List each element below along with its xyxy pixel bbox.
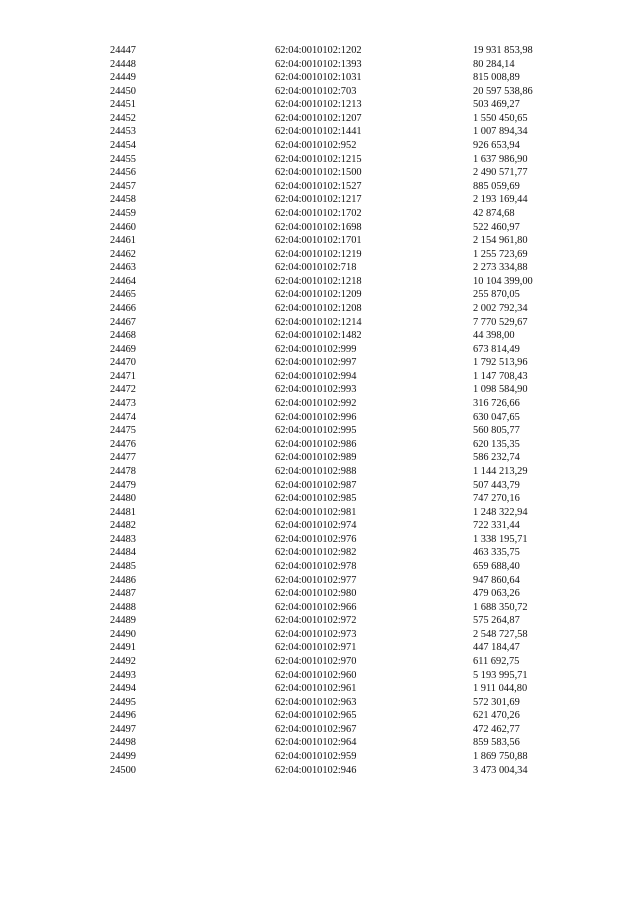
row-number: 24459: [110, 207, 136, 219]
cadastral-value: 7 770 529,67: [473, 316, 528, 328]
cadastral-value: 1 255 723,69: [473, 248, 528, 260]
row-number: 24487: [110, 588, 136, 600]
cadastral-number: 62:04:0010102:965: [275, 710, 357, 722]
row-number: 24452: [110, 112, 136, 124]
row-number: 24463: [110, 262, 136, 274]
cadastral-value: 659 688,40: [473, 560, 520, 572]
row-number: 24497: [110, 723, 136, 735]
cadastral-number: 62:04:0010102:985: [275, 493, 357, 505]
cadastral-number: 62:04:0010102:1702: [275, 207, 362, 219]
cadastral-value: 575 264,87: [473, 615, 520, 627]
row-number: 24483: [110, 533, 136, 545]
row-number: 24454: [110, 140, 136, 152]
row-number: 24448: [110, 58, 136, 70]
row-number: 24478: [110, 465, 136, 477]
table-row: [0, 356, 640, 370]
row-number: 24488: [110, 601, 136, 613]
table-row: [0, 207, 640, 221]
table-row: [0, 451, 640, 465]
cadastral-value: 859 583,56: [473, 737, 520, 749]
table-row: [0, 479, 640, 493]
cadastral-value: 255 870,05: [473, 289, 520, 301]
row-number: 24482: [110, 520, 136, 532]
row-number: 24469: [110, 343, 136, 355]
row-number: 24460: [110, 221, 136, 233]
cadastral-number: 62:04:0010102:996: [275, 411, 357, 423]
table-row: [0, 506, 640, 520]
row-number: 24451: [110, 99, 136, 111]
cadastral-number: 62:04:0010102:1214: [275, 316, 362, 328]
table-row: [0, 343, 640, 357]
row-number: 24465: [110, 289, 136, 301]
table-row: [0, 180, 640, 194]
cadastral-number: 62:04:0010102:959: [275, 751, 357, 763]
cadastral-value: 10 104 399,00: [473, 275, 533, 287]
table-row: [0, 465, 640, 479]
row-number: 24479: [110, 479, 136, 491]
cadastral-value: 1 147 708,43: [473, 370, 528, 382]
cadastral-value: 621 470,26: [473, 710, 520, 722]
cadastral-number: 62:04:0010102:961: [275, 683, 357, 695]
row-number: 24491: [110, 642, 136, 654]
row-number: 24496: [110, 710, 136, 722]
cadastral-number: 62:04:0010102:995: [275, 425, 357, 437]
table-row: [0, 85, 640, 99]
cadastral-value: 1 098 584,90: [473, 384, 528, 396]
table-row: [0, 302, 640, 316]
cadastral-value: 20 597 538,86: [473, 85, 533, 97]
table-row: [0, 492, 640, 506]
cadastral-number: 62:04:0010102:703: [275, 85, 357, 97]
cadastral-number: 62:04:0010102:999: [275, 343, 357, 355]
cadastral-value: 885 059,69: [473, 180, 520, 192]
row-number: 24464: [110, 275, 136, 287]
cadastral-number: 62:04:0010102:718: [275, 262, 357, 274]
table-row: [0, 44, 640, 58]
cadastral-number: 62:04:0010102:1393: [275, 58, 362, 70]
cadastral-value: 1 869 750,88: [473, 751, 528, 763]
row-number: 24456: [110, 167, 136, 179]
table-row: [0, 397, 640, 411]
cadastral-number: 62:04:0010102:1219: [275, 248, 362, 260]
table-row: [0, 601, 640, 615]
table-row: [0, 546, 640, 560]
cadastral-number: 62:04:0010102:966: [275, 601, 357, 613]
cadastral-number: 62:04:0010102:1217: [275, 194, 362, 206]
cadastral-value-table: [0, 44, 640, 777]
table-row: [0, 736, 640, 750]
cadastral-value: 316 726,66: [473, 398, 520, 410]
row-number: 24447: [110, 45, 136, 56]
cadastral-number: 62:04:0010102:1202: [275, 45, 362, 56]
cadastral-number: 62:04:0010102:1218: [275, 275, 362, 287]
table-row: [0, 519, 640, 533]
table-row: [0, 370, 640, 384]
cadastral-value: 2 154 961,80: [473, 235, 528, 247]
cadastral-number: 62:04:0010102:1441: [275, 126, 362, 138]
row-number: 24486: [110, 574, 136, 586]
cadastral-value: 620 135,35: [473, 438, 520, 450]
row-number: 24481: [110, 506, 136, 518]
cadastral-value: 2 490 571,77: [473, 167, 528, 179]
row-number: 24475: [110, 425, 136, 437]
cadastral-number: 62:04:0010102:988: [275, 465, 357, 477]
row-number: 24499: [110, 751, 136, 763]
cadastral-value: 747 270,16: [473, 493, 520, 505]
cadastral-number: 62:04:0010102:982: [275, 547, 357, 559]
row-number: 24489: [110, 615, 136, 627]
table-row: [0, 723, 640, 737]
cadastral-value: 2 548 727,58: [473, 628, 528, 640]
row-number: 24470: [110, 357, 136, 369]
cadastral-value: 722 331,44: [473, 520, 520, 532]
cadastral-value: 2 273 334,88: [473, 262, 528, 274]
cadastral-number: 62:04:0010102:1500: [275, 167, 362, 179]
table-row: [0, 261, 640, 275]
cadastral-value: 947 860,64: [473, 574, 520, 586]
cadastral-value: 572 301,69: [473, 696, 520, 708]
cadastral-value: 19 931 853,98: [473, 45, 533, 56]
row-number: 24493: [110, 669, 136, 681]
cadastral-number: 62:04:0010102:1215: [275, 153, 362, 165]
table-row: [0, 438, 640, 452]
row-number: 24457: [110, 180, 136, 192]
cadastral-value: 522 460,97: [473, 221, 520, 233]
cadastral-number: 62:04:0010102:1207: [275, 112, 362, 124]
table-row: [0, 411, 640, 425]
row-number: 24455: [110, 153, 136, 165]
table-row: [0, 574, 640, 588]
table-row: [0, 587, 640, 601]
row-number: 24461: [110, 235, 136, 247]
row-number: 24498: [110, 737, 136, 749]
table-row: [0, 750, 640, 764]
cadastral-value: 815 008,89: [473, 72, 520, 84]
row-number: 24494: [110, 683, 136, 695]
table-row: [0, 696, 640, 710]
cadastral-value: 611 692,75: [473, 656, 520, 668]
cadastral-number: 62:04:0010102:1209: [275, 289, 362, 301]
table-row: [0, 764, 640, 778]
cadastral-value: 507 443,79: [473, 479, 520, 491]
row-number: 24458: [110, 194, 136, 206]
table-row: [0, 193, 640, 207]
table-row: [0, 682, 640, 696]
cadastral-value: 673 814,49: [473, 343, 520, 355]
cadastral-value: 926 653,94: [473, 140, 520, 152]
table-row: [0, 669, 640, 683]
row-number: 24453: [110, 126, 136, 138]
row-number: 24484: [110, 547, 136, 559]
cadastral-value: 479 063,26: [473, 588, 520, 600]
table-row: [0, 641, 640, 655]
cadastral-value: 560 805,77: [473, 425, 520, 437]
row-number: 24473: [110, 398, 136, 410]
cadastral-value: 472 462,77: [473, 723, 520, 735]
cadastral-number: 62:04:0010102:1698: [275, 221, 362, 233]
table-row: [0, 424, 640, 438]
cadastral-number: 62:04:0010102:964: [275, 737, 357, 749]
table-row: [0, 248, 640, 262]
cadastral-number: 62:04:0010102:976: [275, 533, 357, 545]
cadastral-value: 2 193 169,44: [473, 194, 528, 206]
cadastral-number: 62:04:0010102:1031: [275, 72, 362, 84]
cadastral-value: 463 335,75: [473, 547, 520, 559]
cadastral-number: 62:04:0010102:994: [275, 370, 357, 382]
cadastral-value: 630 047,65: [473, 411, 520, 423]
table-row: [0, 709, 640, 723]
cadastral-number: 62:04:0010102:974: [275, 520, 357, 532]
row-number: 24477: [110, 452, 136, 464]
row-number: 24480: [110, 493, 136, 505]
table-row: [0, 71, 640, 85]
row-number: 24471: [110, 370, 136, 382]
table-row: [0, 288, 640, 302]
cadastral-number: 62:04:0010102:1701: [275, 235, 362, 247]
row-number: 24450: [110, 85, 136, 97]
row-number: 24476: [110, 438, 136, 450]
row-number: 24449: [110, 72, 136, 84]
cadastral-number: 62:04:0010102:986: [275, 438, 357, 450]
cadastral-number: 62:04:0010102:989: [275, 452, 357, 464]
table-row: [0, 112, 640, 126]
cadastral-number: 62:04:0010102:1482: [275, 330, 362, 342]
table-row: [0, 234, 640, 248]
table-row: [0, 316, 640, 330]
cadastral-value: 447 184,47: [473, 642, 520, 654]
table-row: [0, 58, 640, 72]
table-row: [0, 125, 640, 139]
cadastral-value: 1 688 350,72: [473, 601, 528, 613]
cadastral-number: 62:04:0010102:987: [275, 479, 357, 491]
row-number: 24472: [110, 384, 136, 396]
row-number: 24495: [110, 696, 136, 708]
cadastral-value: 1 144 213,29: [473, 465, 528, 477]
cadastral-number: 62:04:0010102:980: [275, 588, 357, 600]
cadastral-value: 1 911 044,80: [473, 683, 528, 695]
cadastral-number: 62:04:0010102:971: [275, 642, 357, 654]
cadastral-value: 3 473 004,34: [473, 764, 528, 776]
cadastral-number: 62:04:0010102:963: [275, 696, 357, 708]
row-number: 24467: [110, 316, 136, 328]
cadastral-value: 2 002 792,34: [473, 302, 528, 314]
cadastral-value: 1 550 450,65: [473, 112, 528, 124]
row-number: 24466: [110, 302, 136, 314]
cadastral-number: 62:04:0010102:1208: [275, 302, 362, 314]
cadastral-value: 586 232,74: [473, 452, 520, 464]
table-row: [0, 166, 640, 180]
cadastral-value: 1 248 322,94: [473, 506, 528, 518]
cadastral-value: 1 007 894,34: [473, 126, 528, 138]
row-number: 24492: [110, 656, 136, 668]
row-number: 24500: [110, 764, 136, 776]
cadastral-number: 62:04:0010102:1213: [275, 99, 362, 111]
cadastral-number: 62:04:0010102:997: [275, 357, 357, 369]
row-number: 24490: [110, 628, 136, 640]
cadastral-value: 80 284,14: [473, 58, 515, 70]
table-row: [0, 275, 640, 289]
cadastral-number: 62:04:0010102:946: [275, 764, 357, 776]
cadastral-value: 1 792 513,96: [473, 357, 528, 369]
cadastral-value: 1 637 986,90: [473, 153, 528, 165]
table-row: [0, 655, 640, 669]
cadastral-number: 62:04:0010102:978: [275, 560, 357, 572]
cadastral-number: 62:04:0010102:960: [275, 669, 357, 681]
cadastral-number: 62:04:0010102:973: [275, 628, 357, 640]
cadastral-number: 62:04:0010102:993: [275, 384, 357, 396]
cadastral-value: 5 193 995,71: [473, 669, 528, 681]
cadastral-number: 62:04:0010102:992: [275, 398, 357, 410]
cadastral-number: 62:04:0010102:981: [275, 506, 357, 518]
table-row: [0, 383, 640, 397]
cadastral-number: 62:04:0010102:967: [275, 723, 357, 735]
row-number: 24462: [110, 248, 136, 260]
cadastral-number: 62:04:0010102:952: [275, 140, 357, 152]
row-number: 24474: [110, 411, 136, 423]
table-row: [0, 139, 640, 153]
cadastral-value: 503 469,27: [473, 99, 520, 111]
row-number: 24485: [110, 560, 136, 572]
table-row: [0, 221, 640, 235]
cadastral-number: 62:04:0010102:1527: [275, 180, 362, 192]
table-row: [0, 614, 640, 628]
cadastral-value: 44 398,00: [473, 330, 515, 342]
table-row: [0, 329, 640, 343]
cadastral-number: 62:04:0010102:972: [275, 615, 357, 627]
cadastral-value: 1 338 195,71: [473, 533, 528, 545]
cadastral-number: 62:04:0010102:970: [275, 656, 357, 668]
row-number: 24468: [110, 330, 136, 342]
table-row: [0, 98, 640, 112]
table-row: [0, 560, 640, 574]
cadastral-value: 42 874,68: [473, 207, 515, 219]
table-row: [0, 153, 640, 167]
cadastral-number: 62:04:0010102:977: [275, 574, 357, 586]
table-row: [0, 533, 640, 547]
table-row: [0, 628, 640, 642]
